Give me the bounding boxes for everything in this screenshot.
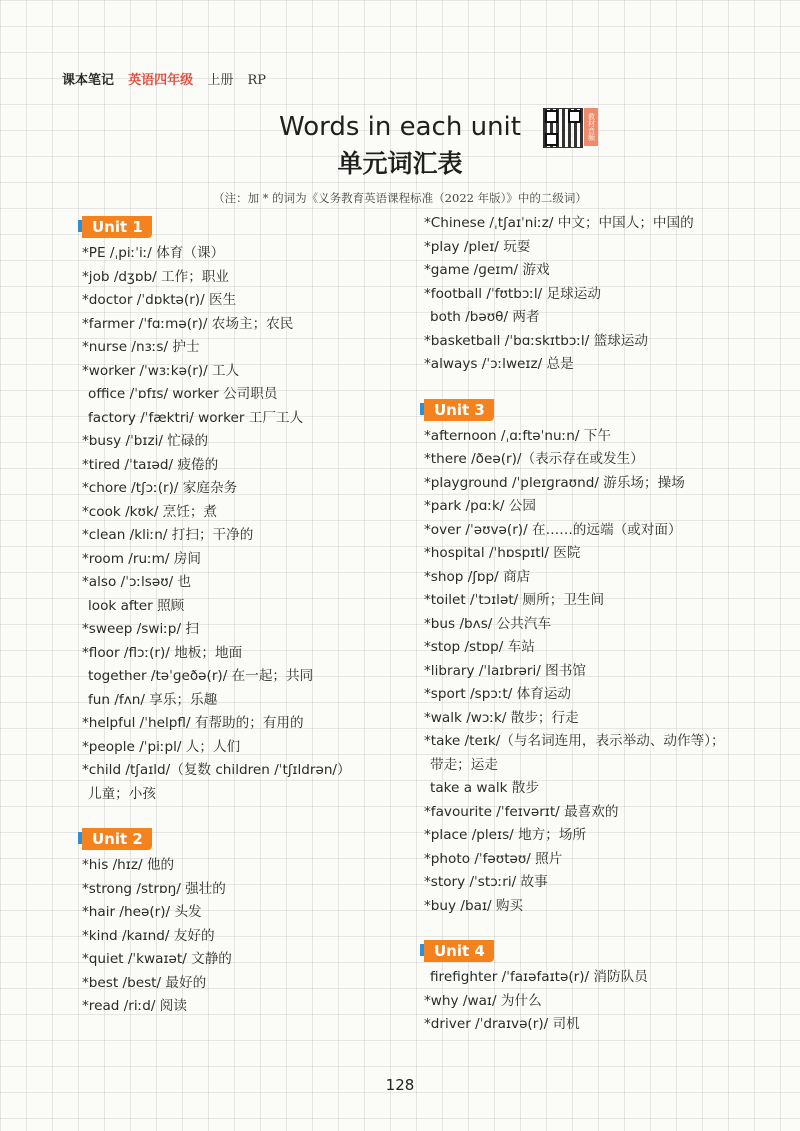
vocab-entry: *driver /ˈdraɪvə(r)/ 司机 xyxy=(424,1016,580,1032)
page-title-chinese: 单元词汇表 xyxy=(337,149,463,178)
vocab-entry: *playground /ˈpleɪɡraʊnd/ 游乐场；操场 xyxy=(424,474,685,491)
vocab-entry: *people /ˈpiːpl/ 人；人们 xyxy=(82,738,241,755)
vocab-entry: *hospital /ˈhɒspɪtl/ 医院 xyxy=(424,545,581,561)
vocab-entry: together /təˈɡeðə(r)/ 在一起；共同 xyxy=(88,668,314,684)
vocab-entry: *his /hɪz/ 他的 xyxy=(82,857,175,873)
vocab-entry: 儿童；小孩 xyxy=(88,785,156,802)
vocab-entry: *chore /tʃɔː(r)/ 家庭杂务 xyxy=(82,480,238,496)
vocab-entry: *sport /spɔːt/ 体育运动 xyxy=(424,686,572,702)
title-note: （注：加 * 的词为《义务教育英语课程标准（2022 年版）》中的二级词） xyxy=(213,191,587,205)
vocab-entry: *football /ˈfʊtbɔːl/ 足球运动 xyxy=(424,285,601,302)
vocab-entry: *there /ðeə(r)/（表示存在或发生） xyxy=(424,451,644,467)
unit-heading: Unit 3 xyxy=(424,399,494,421)
qr-code-badge[interactable] xyxy=(543,108,599,148)
vocab-entry: look after 照顾 xyxy=(88,597,185,614)
vocab-entry: *stop /stɒp/ 车站 xyxy=(424,639,535,655)
vocab-entry: *story /ˈstɔːri/ 故事 xyxy=(424,874,548,890)
vocab-entry: 带走；运走 xyxy=(430,756,498,773)
vocab-entry: *library /ˈlaɪbrəri/ 图书馆 xyxy=(424,662,586,679)
vocab-entry: *job /dʒɒb/ 工作；职业 xyxy=(82,268,230,285)
vocab-entry: *busy /ˈbɪzi/ 忙碌的 xyxy=(82,433,209,449)
vocab-entry: *favourite /ˈfeɪvərɪt/ 最喜欢的 xyxy=(424,803,619,820)
book-title: 课本笔记 xyxy=(62,73,115,88)
vocab-entry: *over /ˈəʊvə(r)/ 在……的远端（或对面） xyxy=(424,521,682,538)
vocab-entry: *clean /kliːn/ 打扫；干净的 xyxy=(82,527,254,543)
vocab-entry: *nurse /nɜːs/ 护士 xyxy=(82,339,200,355)
vocab-entry: *doctor /ˈdɒktə(r)/ 医生 xyxy=(82,292,237,308)
vocab-entry: *Chinese /ˌtʃaɪˈniːz/ 中文；中国人；中国的 xyxy=(424,215,694,231)
vocab-entry: *why /waɪ/ 为什么 xyxy=(424,992,542,1009)
vocab-entry: *place /pleɪs/ 地方；场所 xyxy=(424,827,587,843)
subject-label: 英语四年级 xyxy=(128,73,194,88)
vocab-entry: *cook /kʊk/ 烹饪；煮 xyxy=(82,503,218,520)
vocab-entry: *room /ruːm/ 房间 xyxy=(82,550,201,567)
vocab-entry: *also /ˈɔːlsəʊ/ 也 xyxy=(82,574,192,590)
unit-section xyxy=(82,806,402,1019)
vocab-entry: *take /teɪk/（与名词连用，表示举动、动作等）； xyxy=(424,733,725,749)
vocab-entry: *always /ˈɔːlweɪz/ 总是 xyxy=(424,356,574,372)
vocab-entry: factory /ˈfæktri/ worker 工厂工人 xyxy=(88,409,304,426)
vocab-entry: *best /best/ 最好的 xyxy=(82,974,207,991)
vocab-entry: *read /riːd/ 阅读 xyxy=(82,998,187,1014)
vocab-entry: *shop /ʃɒp/ 商店 xyxy=(424,568,531,585)
vocab-entry: *sweep /swiːp/ 扫 xyxy=(82,621,199,637)
vocab-entry: take a walk 散步 xyxy=(430,780,539,796)
unit-section xyxy=(424,918,764,1037)
unit-heading: Unit 1 xyxy=(82,216,152,238)
vocab-entry: *walk /wɔːk/ 散步；行走 xyxy=(424,709,579,726)
section-gap xyxy=(424,377,764,399)
vocab-entry: *floor /flɔː(r)/ 地板；地面 xyxy=(82,644,243,661)
vocab-entry: *tired /ˈtaɪəd/ 疲倦的 xyxy=(82,456,219,473)
vocab-entry: *hair /heə(r)/ 头发 xyxy=(82,904,202,920)
vocab-entry: both /bəʊθ/ 两者 xyxy=(430,309,540,325)
unit-section xyxy=(424,212,764,377)
vocab-entry: *game /ɡeɪm/ 游戏 xyxy=(424,262,550,278)
unit-section xyxy=(424,377,764,919)
unit-heading: Unit 4 xyxy=(424,940,494,962)
vocab-entry: *child /tʃaɪld/（复数 children /ˈtʃɪldrən/） xyxy=(82,762,351,778)
section-gap xyxy=(82,806,402,828)
right-column xyxy=(424,212,764,1037)
unit-heading: Unit 2 xyxy=(82,828,152,850)
running-header xyxy=(62,69,276,88)
vocab-entry: *strong /strɒŋ/ 强壮的 xyxy=(82,880,226,897)
qr-code-icon xyxy=(543,108,583,148)
vocab-entry: *quiet /ˈkwaɪət/ 文静的 xyxy=(82,951,232,967)
vocab-entry: *PE /ˌpiːˈiː/ 体育（课） xyxy=(82,245,225,261)
vocab-entry: *worker /ˈwɜːkə(r)/ 工人 xyxy=(82,362,240,379)
volume-label: 上册 xyxy=(207,73,234,88)
left-column xyxy=(82,216,402,1019)
vocab-entry: *farmer /ˈfɑːmə(r)/ 农场主；农民 xyxy=(82,315,294,332)
unit-section xyxy=(82,216,402,806)
vocab-entry: *play /pleɪ/ 玩耍 xyxy=(424,238,531,255)
vocab-entry: *afternoon /ˌɑːftəˈnuːn/ 下午 xyxy=(424,427,611,444)
vocab-entry: *toilet /ˈtɔɪlət/ 厕所；卫生间 xyxy=(424,592,605,608)
vocab-entry: *helpful /ˈhelpfl/ 有帮助的；有用的 xyxy=(82,715,304,731)
vocab-entry: fun /fʌn/ 享乐；乐趣 xyxy=(88,691,218,708)
vocab-entry: *bus /bʌs/ 公共汽车 xyxy=(424,615,552,632)
title-block xyxy=(0,112,800,206)
vocab-entry: *kind /kaɪnd/ 友好的 xyxy=(82,927,215,944)
page-title-english: Words in each unit xyxy=(279,112,521,142)
vocab-entry: *photo /ˈfəʊtəʊ/ 照片 xyxy=(424,850,563,867)
vocab-entry: office /ˈɒfɪs/ worker 公司职员 xyxy=(88,386,278,402)
vocab-entry: firefighter /ˈfaɪəfaɪtə(r)/ 消防队员 xyxy=(430,969,648,985)
qr-audio-label: 教材音频 xyxy=(584,108,598,146)
page-number: 128 xyxy=(385,1076,415,1094)
section-gap xyxy=(424,918,764,940)
vocab-entry: *basketball /ˈbɑːskɪtbɔːl/ 篮球运动 xyxy=(424,332,648,349)
edition-label: RP xyxy=(247,73,267,88)
vocab-entry: *park /pɑːk/ 公园 xyxy=(424,498,536,514)
vocab-entry: *buy /baɪ/ 购买 xyxy=(424,897,524,914)
